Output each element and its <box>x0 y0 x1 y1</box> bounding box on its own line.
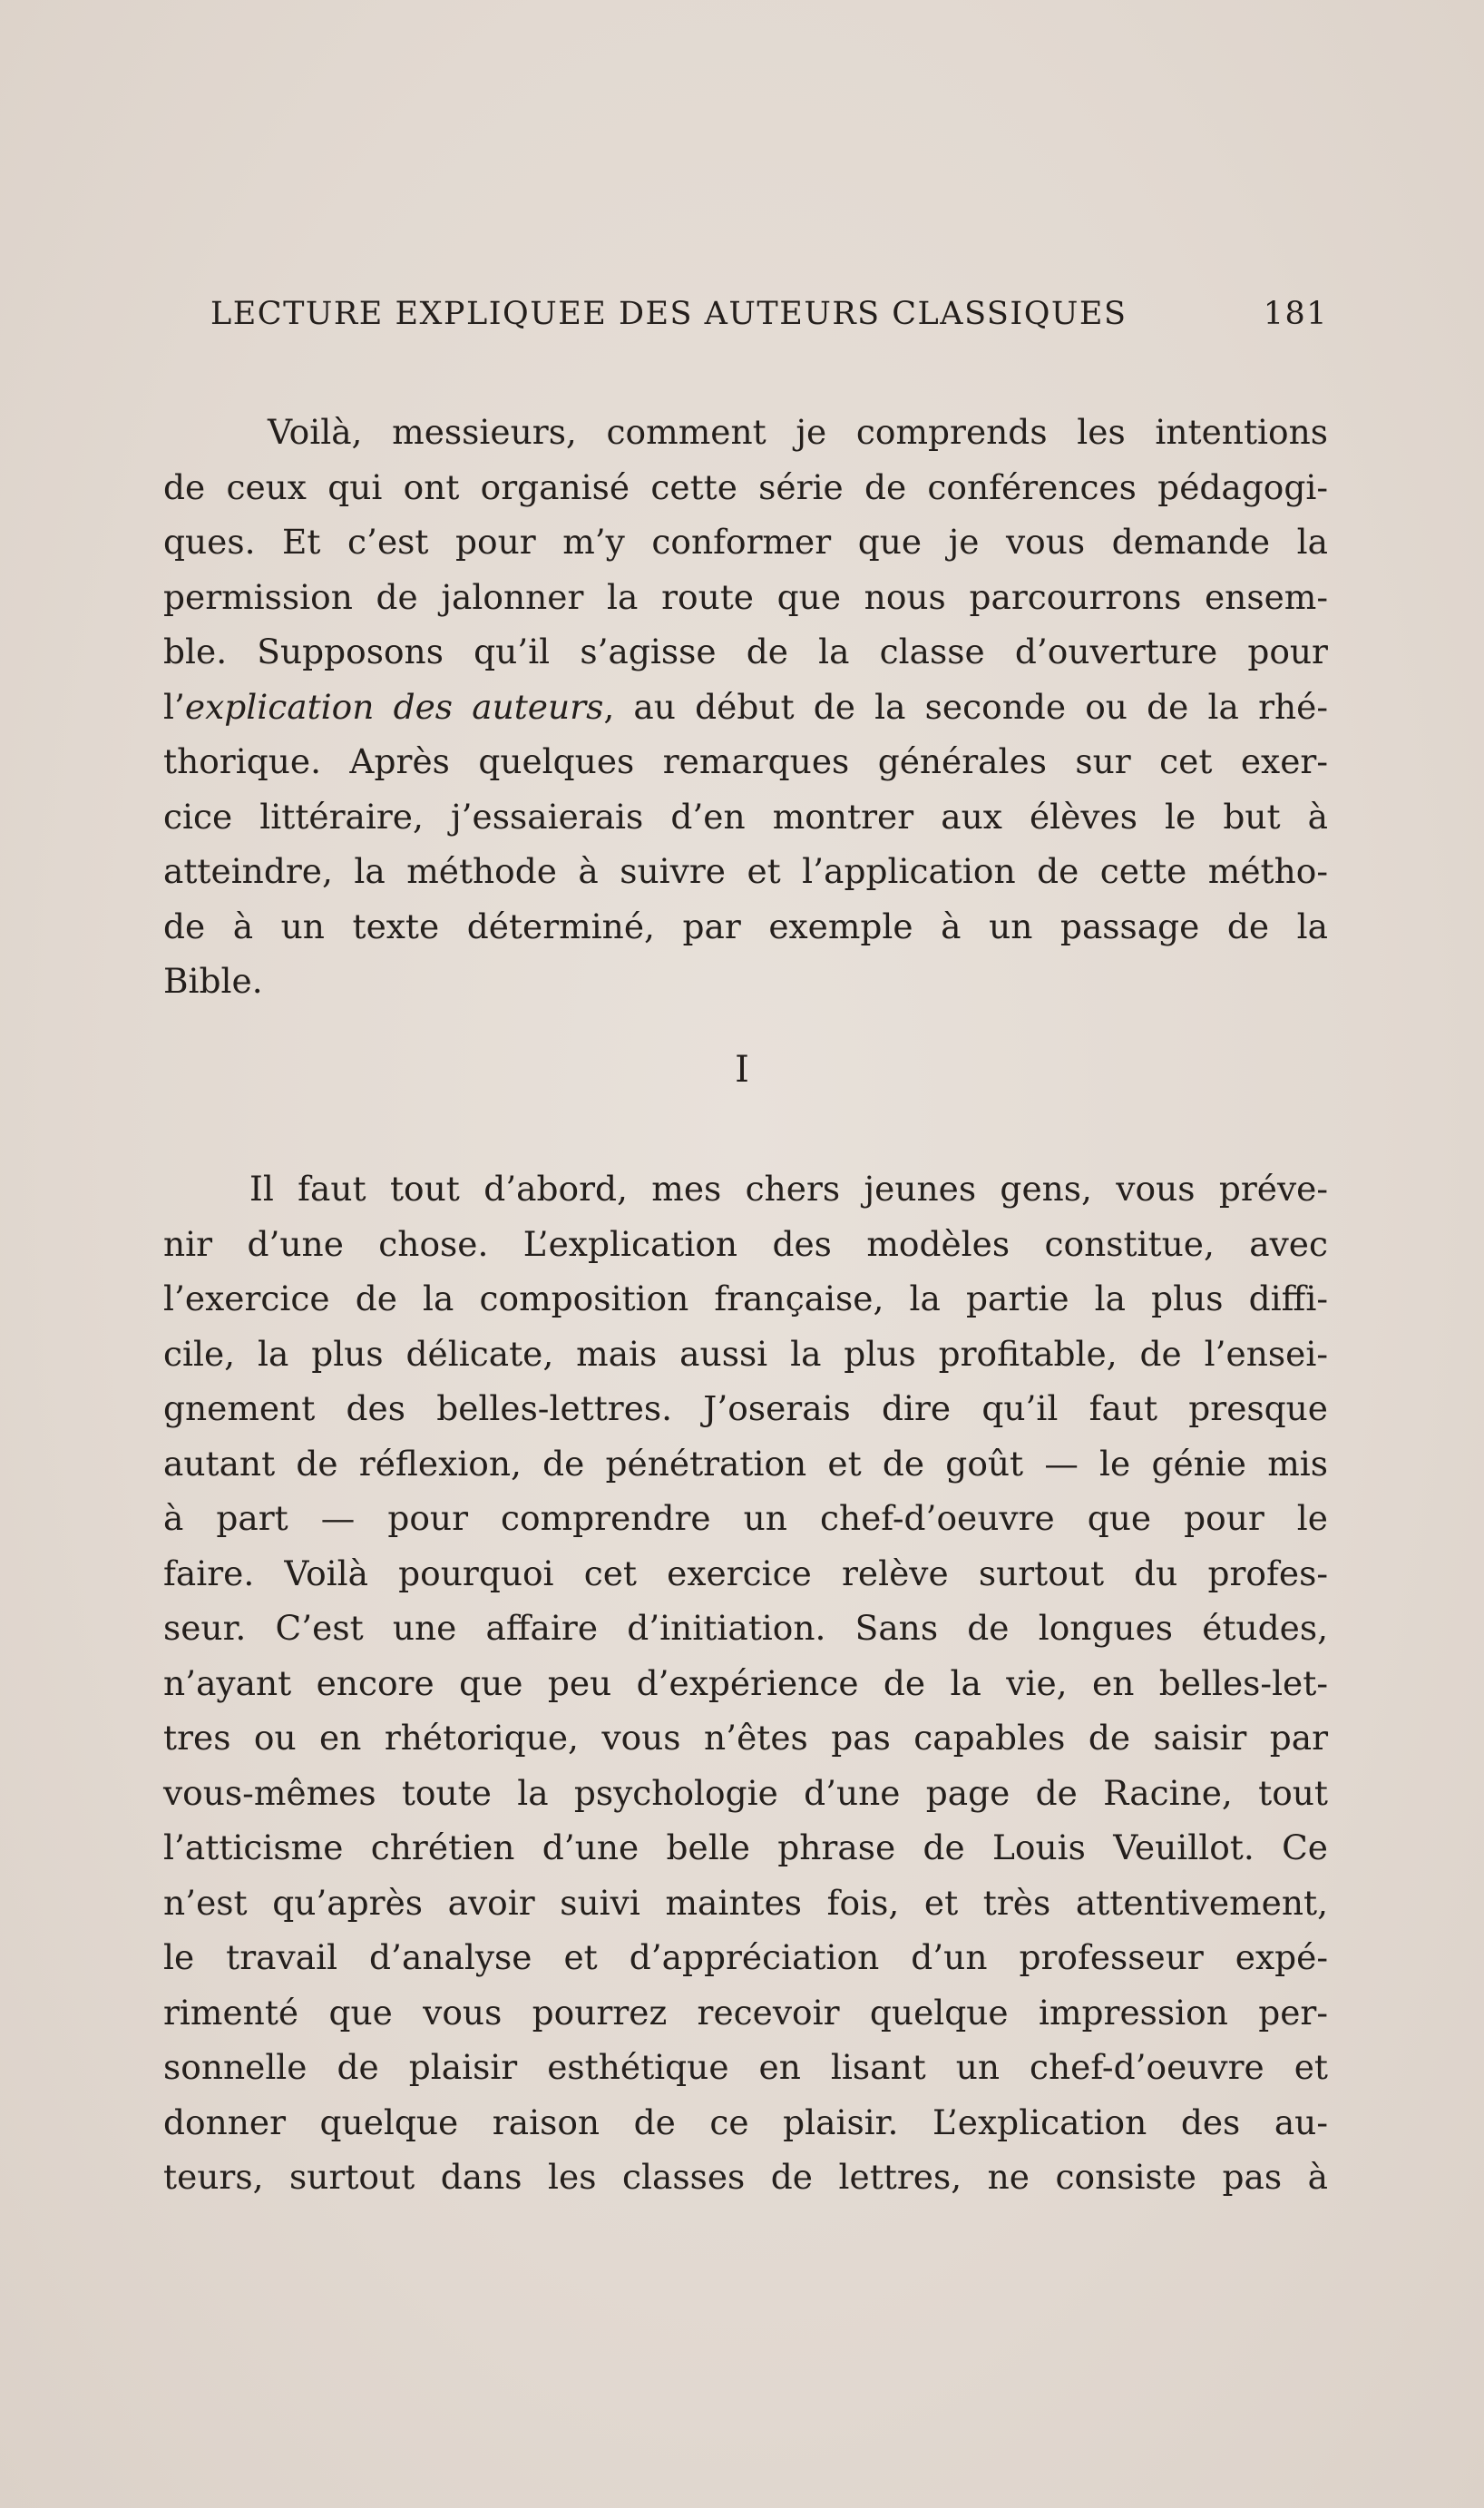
text-line: Bible. <box>163 961 263 1001</box>
text-line: seur. C’est une affaire d’initiation. Sans de longues études, <box>163 1608 1328 1648</box>
text-line: rimenté que vous pourrez recevoir quelque impression per- <box>163 1992 1328 2033</box>
paragraph-intro <box>163 405 1328 1009</box>
text-line: donner quelque raison de ce plaisir. L’explication des au- <box>163 2101 1328 2142</box>
text-line: thorique. Après quelques remarques générales sur cet exer- <box>163 741 1328 781</box>
running-head-title: LECTURE EXPLIQUEE DES AUTEURS CLASSIQUES <box>210 296 1128 332</box>
text-line: gnement des belles-lettres. J’oserais dire qu’il faut presque <box>163 1388 1328 1428</box>
paragraph-section-one <box>163 1161 1328 2205</box>
text-line: l’exercice de la composition française, la partie la plus diffi- <box>163 1278 1328 1318</box>
text-line: sonnelle de plaisir esthétique en lisant un chef-d’oeuvre et <box>163 2047 1328 2087</box>
text-fragment: l’ <box>163 686 185 727</box>
text-line: teurs, surtout dans les classes de lettres, ne consiste pas à <box>163 2157 1328 2197</box>
italic-phrase: explication des auteurs <box>184 686 604 727</box>
page-number: 181 <box>1263 296 1328 332</box>
text-line: atteindre, la méthode à suivre et l’application de cette métho- <box>163 851 1328 891</box>
text-line: autant de réflexion, de pénétration et de goût — le génie mis <box>163 1443 1328 1484</box>
text-line: ble. Supposons qu’il s’agisse de la classe d’ouverture pour <box>163 632 1328 671</box>
text-line: faire. Voilà pourquoi cet exercice relève surtout du profes- <box>163 1553 1328 1593</box>
text-line: le travail d’analyse et d’appréciation d’un professeur expé- <box>163 1937 1328 1977</box>
text-line: permission de jalonner la route que nous parcourrons ensem- <box>163 576 1328 617</box>
running-head <box>210 296 1328 350</box>
text-line: Voilà, messieurs, comment je comprends les intentions <box>268 412 1328 452</box>
text-line: l’atticisme chrétien d’une belle phrase de Louis Veuillot. Ce <box>163 1827 1328 1867</box>
text-line: n’est qu’après avoir suivi maintes fois, et très attentivement, <box>163 1882 1328 1923</box>
text-line: nir d’une chose. L’explication des modèles constitue, avec <box>163 1223 1328 1264</box>
text-line: ques. Et c’est pour m’y conformer que je vous demande la <box>163 522 1328 562</box>
text-line: cice littéraire, j’essaierais d’en montrer aux élèves le but à <box>163 796 1328 837</box>
text-line: vous-mêmes toute la psychologie d’une page de Racine, tout <box>163 1772 1328 1813</box>
text-line: de ceux qui ont organisé cette série de conférences pédagogi- <box>163 466 1328 507</box>
text-line: tres ou en rhétorique, vous n’êtes pas capables de saisir par <box>163 1718 1328 1758</box>
text-line: cile, la plus délicate, mais aussi la plus profitable, de l’ensei- <box>163 1333 1328 1374</box>
text-line: à part — pour comprendre un chef-d’oeuvre que pour le <box>163 1498 1328 1538</box>
section-numeral: I <box>735 1049 749 1091</box>
text-line-italic <box>163 680 1328 735</box>
text-line: n’ayant encore que peu d’expérience de la vie, en belles-let- <box>163 1662 1328 1703</box>
text-line: Il faut tout d’abord, mes chers jeunes gens, vous préve- <box>249 1169 1328 1209</box>
text-fragment: , au début de la seconde ou de la rhé- <box>603 686 1329 727</box>
text-line: de à un texte déterminé, par exemple à un passage de la <box>163 906 1328 946</box>
